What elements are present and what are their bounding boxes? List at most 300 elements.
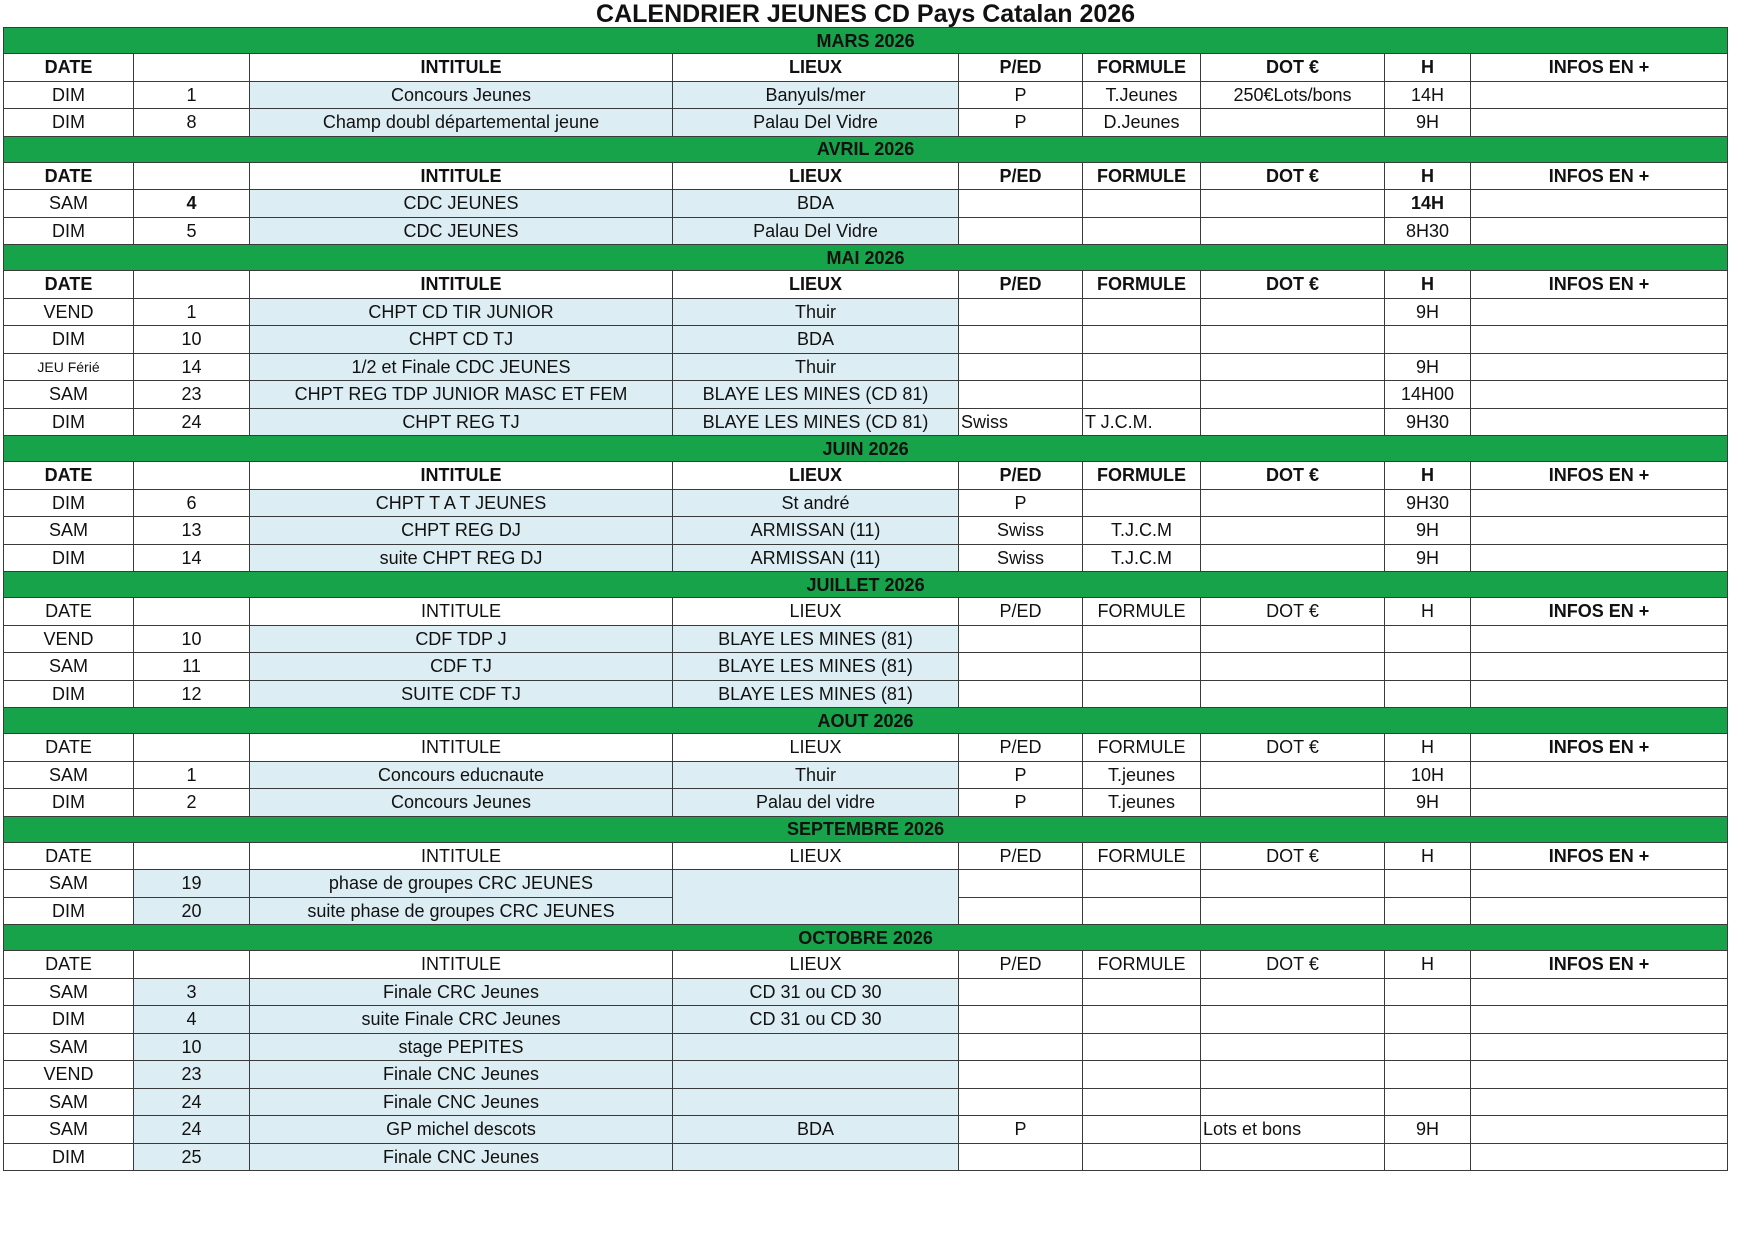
cell-h: 9H [1385, 1116, 1471, 1144]
cell-num: 24 [134, 408, 250, 436]
column-header-intitule: INTITULE [250, 162, 673, 190]
cell-h: 9H [1385, 517, 1471, 545]
column-header-date: DATE [4, 462, 134, 490]
cell-ped [959, 381, 1083, 409]
cell-dot [1201, 870, 1385, 898]
event-row [4, 1143, 1728, 1171]
column-header-intitule: INTITULE [250, 734, 673, 762]
event-row [4, 81, 1728, 109]
cell-formule [1083, 897, 1201, 925]
cell-day: DIM [4, 680, 134, 708]
cell-ped [959, 625, 1083, 653]
cell-ped: P [959, 81, 1083, 109]
column-header-h: H [1385, 462, 1471, 490]
cell-day: SAM [4, 870, 134, 898]
cell-day: DIM [4, 408, 134, 436]
cell-formule [1083, 1006, 1201, 1034]
cell-dot [1201, 381, 1385, 409]
cell-intitule: CHPT REG DJ [250, 517, 673, 545]
cell-h [1385, 1143, 1471, 1171]
cell-formule [1083, 625, 1201, 653]
cell-dot [1201, 517, 1385, 545]
month-title: OCTOBRE 2026 [4, 925, 1728, 951]
column-header-h: H [1385, 842, 1471, 870]
cell-ped: P [959, 761, 1083, 789]
cell-intitule: 1/2 et Finale CDC JEUNES [250, 353, 673, 381]
cell-ped [959, 326, 1083, 354]
cell-h: 9H [1385, 789, 1471, 817]
cell-ped: P [959, 1116, 1083, 1144]
cell-num: 2 [134, 789, 250, 817]
cell-intitule: Finale CNC Jeunes [250, 1061, 673, 1089]
cell-lieux: CD 31 ou CD 30 [673, 1006, 959, 1034]
month-title: SEPTEMBRE 2026 [4, 816, 1728, 842]
cell-infos [1471, 761, 1728, 789]
event-row [4, 489, 1728, 517]
column-header-num [134, 54, 250, 82]
cell-day: DIM [4, 1006, 134, 1034]
column-header-formule: FORMULE [1083, 734, 1201, 762]
column-header-date: DATE [4, 734, 134, 762]
cell-h [1385, 625, 1471, 653]
cell-h [1385, 1033, 1471, 1061]
column-header-infos: INFOS EN + [1471, 271, 1728, 299]
cell-infos [1471, 81, 1728, 109]
cell-formule: T.Jeunes [1083, 81, 1201, 109]
cell-infos [1471, 653, 1728, 681]
column-header-num [134, 271, 250, 299]
cell-day: SAM [4, 517, 134, 545]
cell-dot [1201, 761, 1385, 789]
cell-lieux: Palau Del Vidre [673, 109, 959, 137]
cell-day: DIM [4, 789, 134, 817]
cell-h [1385, 1088, 1471, 1116]
cell-infos [1471, 544, 1728, 572]
column-header-ped: P/ED [959, 271, 1083, 299]
cell-ped [959, 1088, 1083, 1116]
event-row [4, 653, 1728, 681]
cell-num: 1 [134, 298, 250, 326]
cell-num: 14 [134, 353, 250, 381]
cell-num: 23 [134, 1061, 250, 1089]
cell-lieux: BLAYE LES MINES (CD 81) [673, 381, 959, 409]
event-row [4, 109, 1728, 137]
column-header-h: H [1385, 54, 1471, 82]
cell-h [1385, 326, 1471, 354]
cell-dot [1201, 1061, 1385, 1089]
cell-dot [1201, 625, 1385, 653]
cell-formule [1083, 653, 1201, 681]
event-row [4, 190, 1728, 218]
cell-intitule: Concours Jeunes [250, 789, 673, 817]
cell-h: 9H [1385, 298, 1471, 326]
cell-day: DIM [4, 897, 134, 925]
month-band [4, 436, 1728, 462]
column-header-intitule: INTITULE [250, 842, 673, 870]
column-header-h: H [1385, 271, 1471, 299]
column-header-date: DATE [4, 54, 134, 82]
cell-day: VEND [4, 625, 134, 653]
cell-num: 10 [134, 1033, 250, 1061]
column-header-date: DATE [4, 842, 134, 870]
cell-infos [1471, 217, 1728, 245]
cell-day: SAM [4, 381, 134, 409]
column-header-num [134, 951, 250, 979]
column-header-dot: DOT € [1201, 271, 1385, 299]
cell-h [1385, 680, 1471, 708]
cell-dot: Lots et bons [1201, 1116, 1385, 1144]
calendar-table [3, 0, 1728, 1171]
cell-day: VEND [4, 298, 134, 326]
column-header-date: DATE [4, 271, 134, 299]
cell-lieux: Banyuls/mer [673, 81, 959, 109]
cell-h: 14H [1385, 190, 1471, 218]
column-header-lieux: LIEUX [673, 598, 959, 626]
cell-infos [1471, 1143, 1728, 1171]
cell-dot [1201, 789, 1385, 817]
cell-ped: P [959, 489, 1083, 517]
cell-day: SAM [4, 978, 134, 1006]
cell-lieux [673, 1033, 959, 1061]
column-header-lieux: LIEUX [673, 951, 959, 979]
cell-formule [1083, 1088, 1201, 1116]
cell-dot [1201, 353, 1385, 381]
cell-dot [1201, 1143, 1385, 1171]
column-header-ped: P/ED [959, 951, 1083, 979]
cell-dot [1201, 217, 1385, 245]
cell-intitule: CDC JEUNES [250, 190, 673, 218]
column-header-ped: P/ED [959, 598, 1083, 626]
column-header-formule: FORMULE [1083, 951, 1201, 979]
month-band [4, 572, 1728, 598]
cell-lieux: Thuir [673, 298, 959, 326]
column-header-h: H [1385, 951, 1471, 979]
cell-intitule: Concours Jeunes [250, 81, 673, 109]
column-header-infos: INFOS EN + [1471, 951, 1728, 979]
cell-infos [1471, 353, 1728, 381]
column-header-formule: FORMULE [1083, 462, 1201, 490]
cell-formule: T.J.C.M [1083, 544, 1201, 572]
cell-infos [1471, 298, 1728, 326]
cell-dot [1201, 408, 1385, 436]
column-header-num [134, 734, 250, 762]
event-row [4, 1033, 1728, 1061]
column-header-intitule: INTITULE [250, 462, 673, 490]
column-header-intitule: INTITULE [250, 598, 673, 626]
cell-dot [1201, 1088, 1385, 1116]
cell-day: SAM [4, 1116, 134, 1144]
title-row [4, 0, 1728, 28]
column-header-dot: DOT € [1201, 462, 1385, 490]
cell-day: DIM [4, 217, 134, 245]
cell-day: DIM [4, 326, 134, 354]
cell-num: 5 [134, 217, 250, 245]
cell-num: 24 [134, 1088, 250, 1116]
cell-h [1385, 897, 1471, 925]
event-row [4, 1088, 1728, 1116]
cell-h: 10H [1385, 761, 1471, 789]
column-header-lieux: LIEUX [673, 54, 959, 82]
month-band [4, 136, 1728, 162]
cell-h: 9H [1385, 544, 1471, 572]
cell-ped [959, 897, 1083, 925]
cell-formule [1083, 353, 1201, 381]
cell-lieux: BDA [673, 1116, 959, 1144]
cell-day: DIM [4, 489, 134, 517]
cell-day: JEU Férié [4, 353, 134, 381]
cell-dot: 250€Lots/bons [1201, 81, 1385, 109]
calendar-title: CALENDRIER JEUNES CD Pays Catalan 2026 [4, 0, 1728, 28]
cell-lieux: BDA [673, 326, 959, 354]
cell-formule [1083, 489, 1201, 517]
column-header-h: H [1385, 734, 1471, 762]
cell-intitule: SUITE CDF TJ [250, 680, 673, 708]
cell-ped [959, 217, 1083, 245]
cell-formule [1083, 1061, 1201, 1089]
cell-num: 10 [134, 326, 250, 354]
cell-formule: T J.C.M. [1083, 408, 1201, 436]
cell-num: 4 [134, 190, 250, 218]
cell-intitule: CDF TJ [250, 653, 673, 681]
cell-formule [1083, 1116, 1201, 1144]
column-header-lieux: LIEUX [673, 734, 959, 762]
cell-h [1385, 653, 1471, 681]
cell-dot [1201, 489, 1385, 517]
cell-ped: Swiss [959, 408, 1083, 436]
column-header-infos: INFOS EN + [1471, 54, 1728, 82]
cell-lieux [673, 1088, 959, 1116]
cell-lieux: ARMISSAN (11) [673, 544, 959, 572]
event-row [4, 789, 1728, 817]
event-row [4, 625, 1728, 653]
month-title: JUIN 2026 [4, 436, 1728, 462]
cell-formule [1083, 1143, 1201, 1171]
cell-num: 23 [134, 381, 250, 409]
column-header-ped: P/ED [959, 54, 1083, 82]
month-title: AVRIL 2026 [4, 136, 1728, 162]
column-header-intitule: INTITULE [250, 951, 673, 979]
cell-intitule: Finale CNC Jeunes [250, 1088, 673, 1116]
column-header-row [4, 462, 1728, 490]
cell-infos [1471, 680, 1728, 708]
cell-lieux [673, 1061, 959, 1089]
column-header-lieux: LIEUX [673, 842, 959, 870]
cell-infos [1471, 897, 1728, 925]
column-header-row [4, 951, 1728, 979]
cell-h [1385, 870, 1471, 898]
event-row [4, 517, 1728, 545]
cell-num: 24 [134, 1116, 250, 1144]
cell-formule [1083, 298, 1201, 326]
month-band [4, 708, 1728, 734]
cell-intitule: Concours educnaute [250, 761, 673, 789]
cell-infos [1471, 1116, 1728, 1144]
column-header-dot: DOT € [1201, 162, 1385, 190]
cell-ped [959, 653, 1083, 681]
cell-ped [959, 1143, 1083, 1171]
column-header-lieux: LIEUX [673, 162, 959, 190]
cell-h: 9H [1385, 109, 1471, 137]
column-header-formule: FORMULE [1083, 162, 1201, 190]
cell-intitule: GP michel descots [250, 1116, 673, 1144]
cell-infos [1471, 978, 1728, 1006]
cell-intitule: suite CHPT REG DJ [250, 544, 673, 572]
cell-intitule: CHPT CD TJ [250, 326, 673, 354]
cell-formule [1083, 1033, 1201, 1061]
cell-num: 10 [134, 625, 250, 653]
cell-ped [959, 190, 1083, 218]
column-header-infos: INFOS EN + [1471, 598, 1728, 626]
cell-dot [1201, 653, 1385, 681]
column-header-ped: P/ED [959, 462, 1083, 490]
cell-dot [1201, 978, 1385, 1006]
cell-num: 25 [134, 1143, 250, 1171]
cell-day: SAM [4, 1033, 134, 1061]
column-header-row [4, 271, 1728, 299]
event-row [4, 680, 1728, 708]
cell-day: SAM [4, 653, 134, 681]
cell-num: 1 [134, 81, 250, 109]
cell-formule: T.jeunes [1083, 789, 1201, 817]
cell-h: 14H [1385, 81, 1471, 109]
cell-ped: P [959, 109, 1083, 137]
column-header-infos: INFOS EN + [1471, 734, 1728, 762]
cell-infos [1471, 190, 1728, 218]
cell-ped [959, 298, 1083, 326]
column-header-intitule: INTITULE [250, 54, 673, 82]
column-header-num [134, 162, 250, 190]
column-header-num [134, 462, 250, 490]
cell-lieux: CD 31 ou CD 30 [673, 978, 959, 1006]
cell-day: SAM [4, 761, 134, 789]
cell-intitule: phase de groupes CRC JEUNES [250, 870, 673, 898]
column-header-row [4, 598, 1728, 626]
column-header-dot: DOT € [1201, 951, 1385, 979]
cell-formule: T.jeunes [1083, 761, 1201, 789]
cell-lieux: BLAYE LES MINES (81) [673, 625, 959, 653]
column-header-infos: INFOS EN + [1471, 462, 1728, 490]
column-header-ped: P/ED [959, 842, 1083, 870]
cell-intitule: CDC JEUNES [250, 217, 673, 245]
cell-h: 14H00 [1385, 381, 1471, 409]
cell-ped [959, 978, 1083, 1006]
cell-lieux: Thuir [673, 353, 959, 381]
cell-ped [959, 1061, 1083, 1089]
column-header-ped: P/ED [959, 162, 1083, 190]
cell-ped: Swiss [959, 544, 1083, 572]
cell-ped [959, 1033, 1083, 1061]
column-header-formule: FORMULE [1083, 598, 1201, 626]
column-header-infos: INFOS EN + [1471, 162, 1728, 190]
event-row [4, 870, 1728, 898]
column-header-dot: DOT € [1201, 598, 1385, 626]
cell-intitule: Finale CNC Jeunes [250, 1143, 673, 1171]
event-row [4, 1116, 1728, 1144]
cell-formule [1083, 680, 1201, 708]
column-header-dot: DOT € [1201, 54, 1385, 82]
cell-infos [1471, 109, 1728, 137]
cell-dot [1201, 190, 1385, 218]
cell-num: 1 [134, 761, 250, 789]
cell-num: 13 [134, 517, 250, 545]
cell-intitule: CHPT REG TDP JUNIOR MASC ET FEM [250, 381, 673, 409]
column-header-infos: INFOS EN + [1471, 842, 1728, 870]
cell-infos [1471, 789, 1728, 817]
cell-infos [1471, 326, 1728, 354]
cell-lieux: Palau del vidre [673, 789, 959, 817]
cell-infos [1471, 1006, 1728, 1034]
column-header-lieux: LIEUX [673, 462, 959, 490]
column-header-num [134, 842, 250, 870]
cell-formule [1083, 381, 1201, 409]
cell-intitule: CHPT T A T JEUNES [250, 489, 673, 517]
cell-dot [1201, 1033, 1385, 1061]
cell-formule [1083, 190, 1201, 218]
month-title: AOUT 2026 [4, 708, 1728, 734]
cell-lieux: BLAYE LES MINES (81) [673, 653, 959, 681]
column-header-formule: FORMULE [1083, 842, 1201, 870]
cell-lieux [673, 1143, 959, 1171]
cell-h: 9H30 [1385, 408, 1471, 436]
cell-infos [1471, 1061, 1728, 1089]
cell-formule: D.Jeunes [1083, 109, 1201, 137]
cell-day: DIM [4, 81, 134, 109]
event-row [4, 544, 1728, 572]
cell-num: 19 [134, 870, 250, 898]
cell-num: 8 [134, 109, 250, 137]
cell-intitule: CHPT CD TIR JUNIOR [250, 298, 673, 326]
event-row [4, 761, 1728, 789]
cell-infos [1471, 381, 1728, 409]
cell-infos [1471, 489, 1728, 517]
event-row [4, 353, 1728, 381]
cell-formule: T.J.C.M [1083, 517, 1201, 545]
cell-infos [1471, 408, 1728, 436]
month-band [4, 925, 1728, 951]
month-band [4, 816, 1728, 842]
cell-dot [1201, 109, 1385, 137]
cell-num: 6 [134, 489, 250, 517]
event-row [4, 326, 1728, 354]
column-header-row [4, 162, 1728, 190]
cell-lieux: BLAYE LES MINES (81) [673, 680, 959, 708]
cell-day: DIM [4, 544, 134, 572]
cell-intitule: stage PEPITES [250, 1033, 673, 1061]
cell-lieux: Thuir [673, 761, 959, 789]
cell-num: 3 [134, 978, 250, 1006]
column-header-intitule: INTITULE [250, 271, 673, 299]
column-header-dot: DOT € [1201, 842, 1385, 870]
cell-lieux: BLAYE LES MINES (CD 81) [673, 408, 959, 436]
cell-dot [1201, 298, 1385, 326]
cell-intitule: Champ doubl départemental jeune [250, 109, 673, 137]
cell-h: 9H [1385, 353, 1471, 381]
column-header-row [4, 842, 1728, 870]
event-row [4, 298, 1728, 326]
column-header-date: DATE [4, 162, 134, 190]
cell-num: 20 [134, 897, 250, 925]
cell-intitule: CHPT REG TJ [250, 408, 673, 436]
month-title: MARS 2026 [4, 28, 1728, 54]
cell-infos [1471, 1088, 1728, 1116]
cell-intitule: Finale CRC Jeunes [250, 978, 673, 1006]
event-row [4, 1006, 1728, 1034]
cell-ped [959, 1006, 1083, 1034]
cell-ped [959, 353, 1083, 381]
cell-num: 12 [134, 680, 250, 708]
cell-formule [1083, 326, 1201, 354]
cell-formule [1083, 217, 1201, 245]
